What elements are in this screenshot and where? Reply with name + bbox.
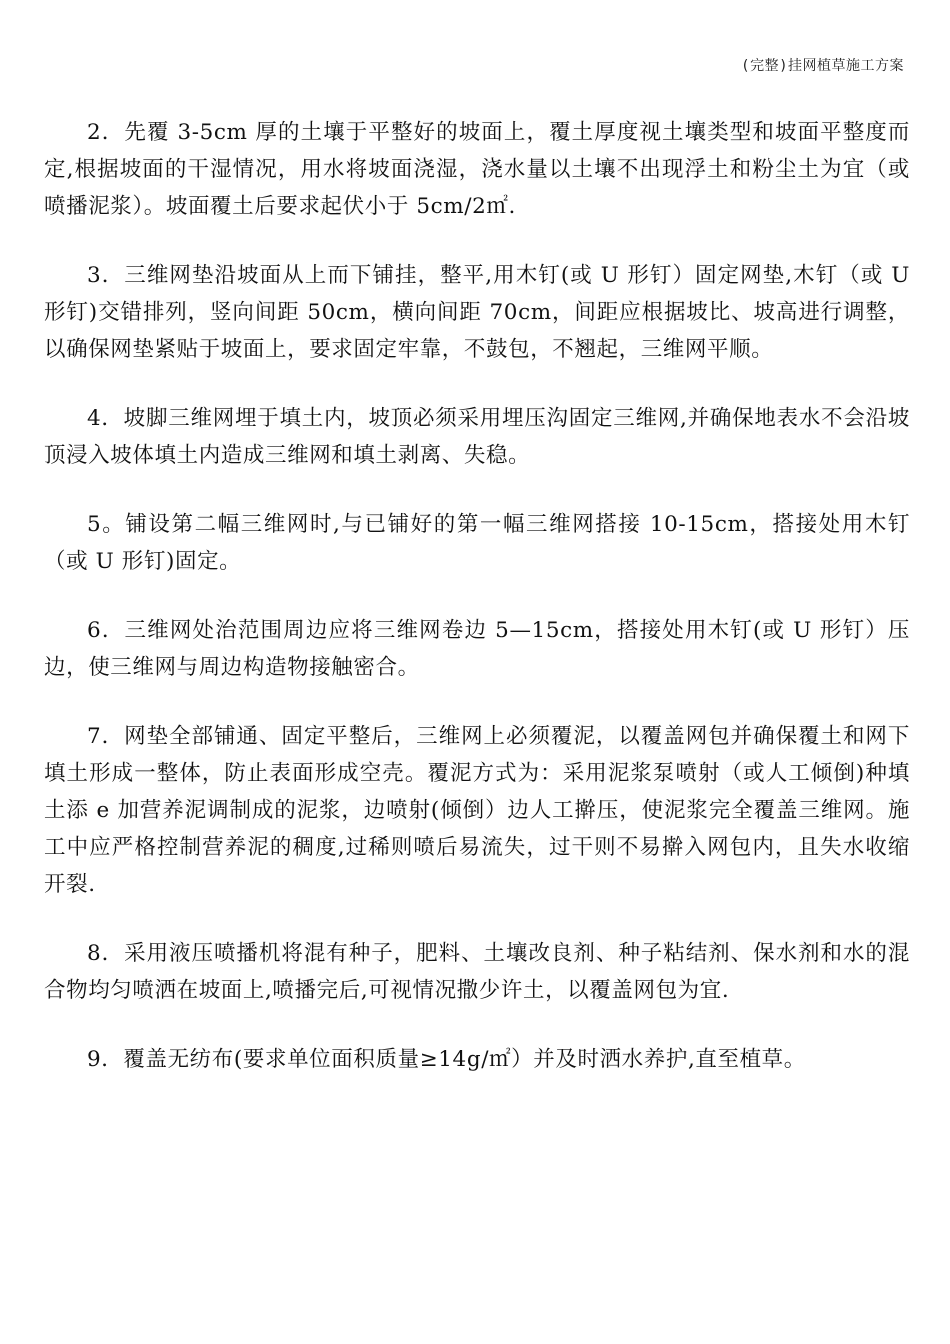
paragraph-step-5: 5。铺设第二幅三维网时,与已铺好的第一幅三维网搭接 10-15cm，搭接处用木钉（或 U 形钉)固定。 <box>44 512 910 574</box>
paragraph-step-3: 3．三维网垫沿坡面从上而下铺挂，整平,用木钉(或 U 形钉）固定网垫,木钉（或 U 形钉)交错排列，竖向间距 50cm，横向间距 70cm，间距应根据坡比、坡高进行调整，以确保网垫紧贴于坡面上，要求固定牢靠，不鼓包，不翘起，三维网平顺。 <box>44 263 910 362</box>
running-header: (完整)挂网植草施工方案 <box>741 58 904 74</box>
paragraph-step-6: 6．三维网处治范围周边应将三维网卷边 5—15cm，搭接处用木钉(或 U 形钉）压边，使三维网与周边构造物接触密合。 <box>44 618 910 680</box>
paragraph-step-9: 9．覆盖无纺布(要求单位面积质量≥14g/㎡）并及时洒水养护,直至植草。 <box>87 1047 806 1072</box>
body-text <box>44 114 910 1110</box>
paragraph-step-8: 8．采用液压喷播机将混有种子，肥料、土壤改良剂、种子粘结剂、保水剂和水的混合物均匀喷洒在坡面上,喷播完后,可视情况撒少许土，以覆盖网包为宜. <box>44 941 910 1003</box>
paragraph-step-7: 7．网垫全部铺通、固定平整后，三维网上必须覆泥，以覆盖网包并确保覆土和网下填土形成一整体，防止表面形成空壳。覆泥方式为：采用泥浆泵喷射（或人工倾倒)种填土添 e 加营养泥调制成的泥浆，边喷射(倾倒）边人工擀压，使泥浆完全覆盖三维网。施工中应严格控制营养泥的稠度,过稀则喷后易流失，过干则不易擀入网包内，且失水收缩开裂. <box>44 724 910 897</box>
paragraph-step-4: 4．坡脚三维网埋于填土内，坡顶必须采用埋压沟固定三维网,并确保地表水不会沿坡顶浸入坡体填土内造成三维网和填土剥离、失稳。 <box>44 406 910 468</box>
paragraph-step-2: 2．先覆 3-5cm 厚的土壤于平整好的坡面上，覆土厚度视土壤类型和坡面平整度而定,根据坡面的干湿情况，用水将坡面浇湿，浇水量以土壤不出现浮土和粉尘土为宜（或喷播泥浆）。坡面覆土后要求起伏小于 5cm/2㎡. <box>44 120 910 219</box>
